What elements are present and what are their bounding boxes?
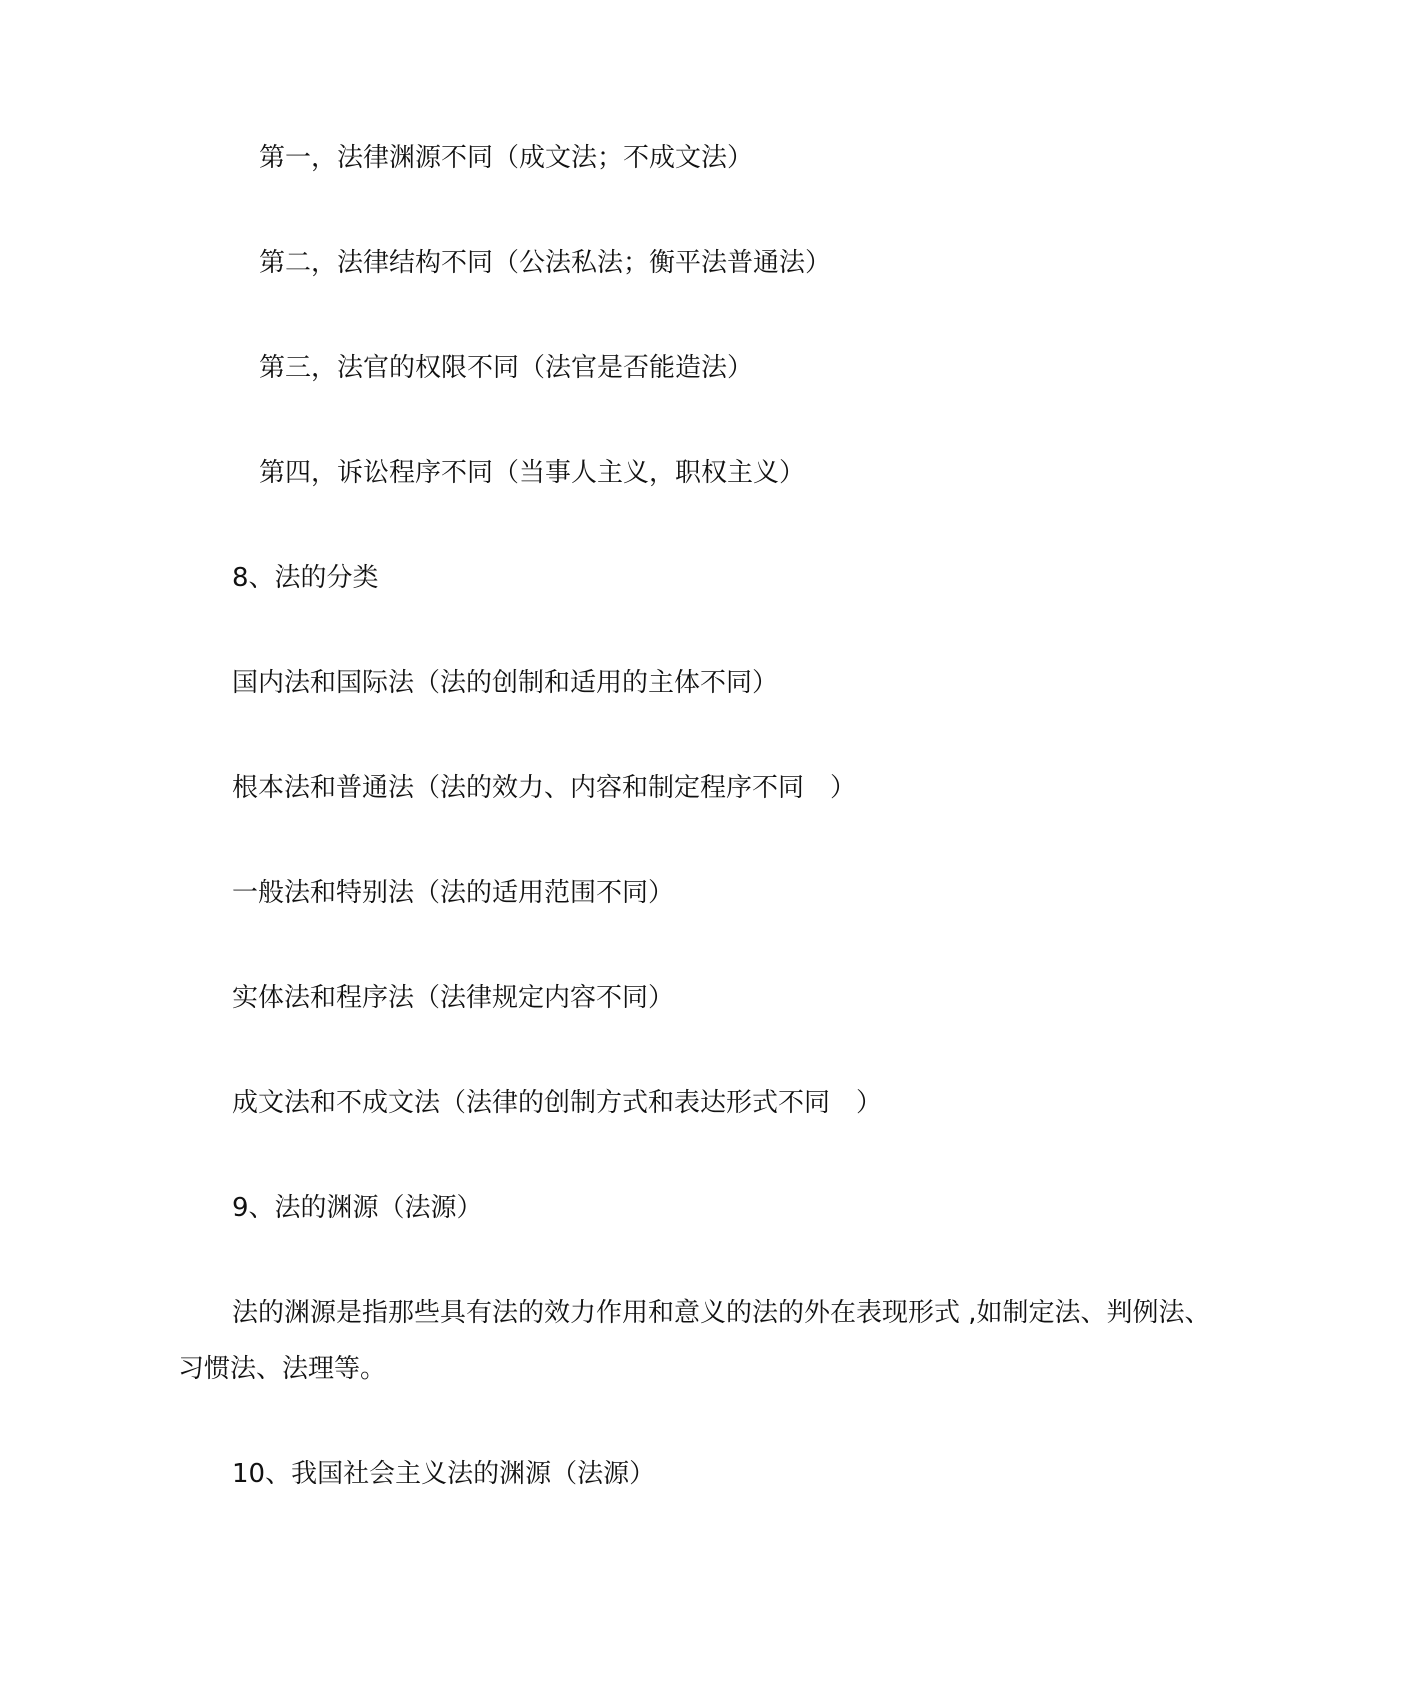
section-heading-10: 10、我国社会主义法的渊源（法源） — [232, 1459, 656, 1489]
comparison-item-4: 第四，诉讼程序不同（当事人主义，职权主义） — [259, 458, 806, 488]
definition-paragraph-line-1: 法的渊源是指那些具有法的效力作用和意义的法的外在表现形式 ,如制定法、判例法、 — [232, 1298, 1211, 1328]
comparison-item-1: 第一，法律渊源不同（成文法；不成文法） — [259, 143, 754, 173]
classification-item-3: 一般法和特别法（法的适用范围不同） — [232, 878, 675, 908]
definition-paragraph-line-2: 习惯法、法理等。 — [178, 1354, 387, 1384]
classification-item-5: 成文法和不成文法（法律的创制方式和表达形式不同 ） — [232, 1088, 883, 1118]
section-heading-8: 8、法的分类 — [232, 563, 379, 593]
comparison-item-2: 第二，法律结构不同（公法私法；衡平法普通法） — [259, 248, 832, 278]
classification-item-2: 根本法和普通法（法的效力、内容和制定程序不同 ） — [232, 773, 857, 803]
classification-item-1: 国内法和国际法（法的创制和适用的主体不同） — [232, 668, 779, 698]
classification-item-4: 实体法和程序法（法律规定内容不同） — [232, 983, 675, 1013]
section-heading-9: 9、法的渊源（法源） — [232, 1193, 483, 1223]
comparison-item-3: 第三，法官的权限不同（法官是否能造法） — [259, 353, 754, 383]
